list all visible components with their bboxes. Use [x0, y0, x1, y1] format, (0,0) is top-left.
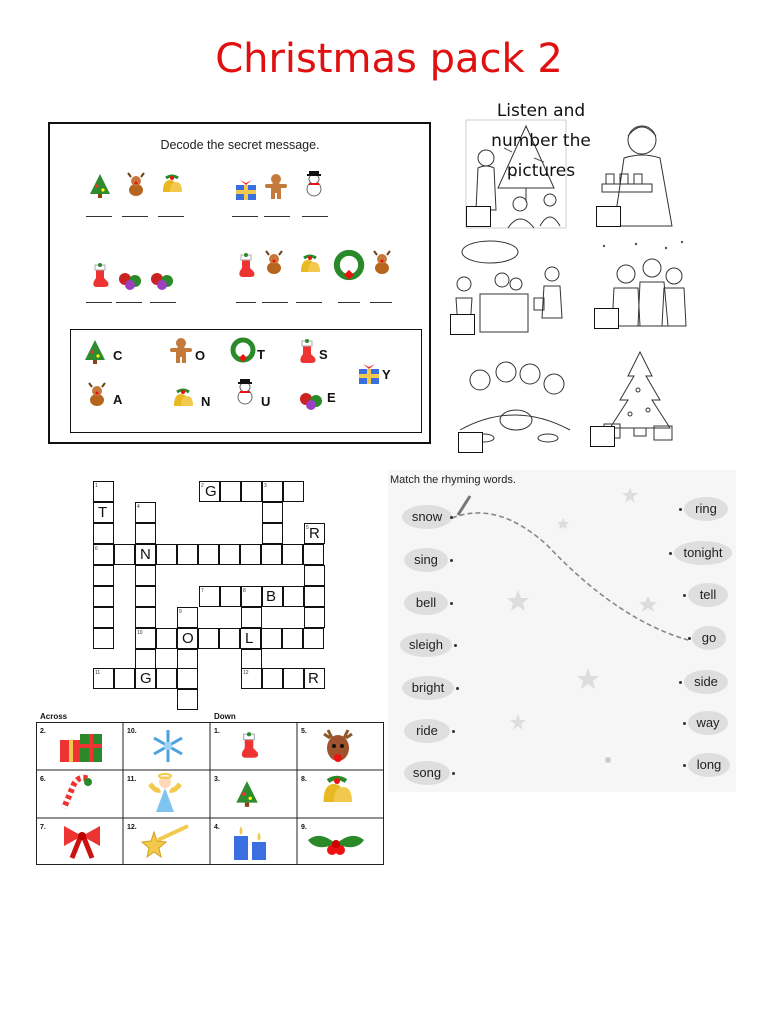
- rhyme-dot[interactable]: [450, 559, 453, 562]
- clue-number: 5: [306, 525, 309, 531]
- candy-cane-icon: [60, 774, 100, 814]
- wreath-icon: [229, 336, 257, 364]
- clue-number: 4: [137, 504, 140, 510]
- reindeer-icon: [83, 382, 111, 410]
- key-letter: T: [257, 347, 265, 362]
- crossword-letter: L: [245, 630, 254, 647]
- crossword-cell[interactable]: [156, 668, 177, 689]
- bow-icon: [60, 822, 104, 860]
- clue-num: 10.: [127, 728, 137, 735]
- clue-num: 8.: [301, 776, 307, 783]
- gift-icon: [355, 360, 383, 388]
- bells-icon: [316, 772, 358, 814]
- reindeer-icon: [320, 726, 356, 766]
- crossword-cell[interactable]: [303, 628, 324, 649]
- bells-icon: [296, 252, 324, 280]
- across-label: Across: [40, 712, 68, 721]
- crossword-cell[interactable]: [283, 668, 304, 689]
- crossword-cell[interactable]: [241, 607, 262, 628]
- crossword-cell[interactable]: [219, 544, 240, 565]
- rhyme-word-right[interactable]: ring: [684, 497, 728, 521]
- crossword-cell[interactable]: [220, 481, 241, 502]
- clue-num: 7.: [40, 824, 46, 831]
- rhyme-dot[interactable]: [683, 722, 686, 725]
- rhyme-word-left[interactable]: bright: [402, 676, 454, 700]
- crossword-cell[interactable]: [262, 523, 283, 544]
- rhyme-word-right[interactable]: tell: [688, 583, 728, 607]
- answer-box[interactable]: [450, 314, 475, 335]
- crossword-cell[interactable]: [241, 649, 262, 670]
- crossword-cell[interactable]: [93, 523, 114, 544]
- crossword-cell[interactable]: [177, 649, 198, 670]
- clue-num: 1.: [214, 728, 220, 735]
- crossword-cell[interactable]: [114, 544, 135, 565]
- clue-number: 10: [137, 630, 143, 636]
- ornaments-icon: [297, 384, 325, 412]
- crossword-cell[interactable]: [135, 586, 156, 607]
- crossword-cell[interactable]: [177, 668, 198, 689]
- clue-number: 6: [95, 546, 98, 552]
- crossword-cell[interactable]: [135, 649, 156, 670]
- key-letter: O: [195, 348, 206, 363]
- angel-icon: [146, 772, 184, 814]
- crossword-cell[interactable]: [93, 607, 114, 628]
- crossword-cell[interactable]: [114, 668, 135, 689]
- rhyme-dot[interactable]: [679, 508, 682, 511]
- answer-box[interactable]: [596, 206, 621, 227]
- rhyme-word-left[interactable]: ride: [404, 719, 450, 743]
- stocking-icon: [86, 262, 114, 290]
- down-label: Down: [214, 712, 236, 721]
- bells-icon: [169, 386, 197, 414]
- crossword-cell[interactable]: [303, 544, 324, 565]
- rhyme-dot[interactable]: [454, 644, 457, 647]
- rhyme-dot[interactable]: [683, 594, 686, 597]
- snowman-icon: [231, 378, 259, 406]
- rhyme-dot[interactable]: [452, 772, 455, 775]
- rhyme-dot[interactable]: [452, 730, 455, 733]
- crossword-cell[interactable]: [261, 544, 282, 565]
- bells-icon: [158, 172, 186, 200]
- crossword-cell[interactable]: [282, 628, 303, 649]
- crossword-cell[interactable]: [283, 481, 304, 502]
- gift-icon: [232, 176, 260, 204]
- crossword-letter: N: [140, 546, 151, 563]
- crossword-letter: G: [140, 670, 152, 687]
- decode-panel: [48, 122, 431, 444]
- crossword-cell[interactable]: [198, 628, 219, 649]
- rhyme-dot[interactable]: [456, 687, 459, 690]
- christmas-tree-icon: [81, 338, 109, 366]
- decode-title: Decode the secret message.: [160, 138, 320, 152]
- clue-num: 2.: [40, 728, 46, 735]
- christmas-tree-icon: [86, 172, 114, 200]
- reindeer-icon: [260, 250, 288, 278]
- clue-num: 3.: [214, 776, 220, 783]
- christmas-tree-icon: [232, 774, 262, 814]
- key-letter: N: [201, 394, 211, 409]
- rhyme-dot[interactable]: [679, 681, 682, 684]
- crossword-cell[interactable]: [156, 628, 177, 649]
- rhyme-dot[interactable]: [669, 552, 672, 555]
- clue-num: 5.: [301, 728, 307, 735]
- key-letter: A: [113, 392, 123, 407]
- key-letter: E: [327, 390, 336, 405]
- key-letter: U: [261, 394, 271, 409]
- crossword-cell[interactable]: [135, 523, 156, 544]
- crossword-cell[interactable]: [135, 607, 156, 628]
- clue-number: 11: [95, 670, 101, 676]
- crossword-cell[interactable]: [262, 668, 283, 689]
- gingerbread-man-icon: [167, 336, 195, 364]
- rhyme-word-left[interactable]: sleigh: [400, 633, 452, 657]
- crossword-cell[interactable]: [261, 628, 282, 649]
- crossword-cell[interactable]: [241, 481, 262, 502]
- rhyme-dot[interactable]: [688, 637, 691, 640]
- stocking-icon: [232, 252, 260, 280]
- crossword-letter: T: [98, 504, 108, 521]
- rhyme-dot[interactable]: [450, 602, 453, 605]
- wreath-icon: [332, 248, 366, 282]
- crossword-cell[interactable]: [198, 544, 219, 565]
- crossword-letter: R: [308, 670, 319, 687]
- ornaments-icon: [116, 264, 144, 292]
- candles-icon: [230, 822, 270, 862]
- crossword-cell[interactable]: [93, 586, 114, 607]
- crossword-cell[interactable]: [240, 544, 261, 565]
- crossword-cell[interactable]: [219, 628, 240, 649]
- crossword-letter: O: [182, 630, 194, 647]
- listen-instruction: Listen and number the pictures: [491, 101, 591, 181]
- stocking-icon: [293, 338, 321, 366]
- clue-number: 3: [264, 483, 267, 489]
- rhyme-word-left[interactable]: song: [404, 761, 450, 785]
- rhyme-dot[interactable]: [683, 764, 686, 767]
- crossword-cell[interactable]: [93, 628, 114, 649]
- clue-num: 12.: [127, 824, 137, 831]
- clue-num: 6.: [40, 776, 46, 783]
- rhyme-word-right[interactable]: long: [688, 753, 730, 777]
- crossword-cell[interactable]: [304, 607, 325, 628]
- snowman-icon: [300, 170, 328, 198]
- key-letter: Y: [382, 367, 391, 382]
- clue-num: 9.: [301, 824, 307, 831]
- crossword-cell[interactable]: [177, 689, 198, 710]
- crossword-letter: G: [205, 483, 217, 500]
- crossword-cell[interactable]: [156, 544, 177, 565]
- crossword-cell[interactable]: [304, 565, 325, 586]
- clue-number: 2: [201, 483, 204, 489]
- crossword-cell[interactable]: [135, 565, 156, 586]
- rhyme-word-right[interactable]: go: [692, 626, 726, 650]
- decode-key: [70, 329, 422, 433]
- holly-icon: [306, 822, 366, 862]
- shooting-star-icon: [140, 822, 190, 862]
- answer-box[interactable]: [594, 308, 619, 329]
- page-title: Christmas pack 2: [215, 36, 563, 82]
- key-letter: C: [113, 348, 123, 363]
- crossword-cell[interactable]: [304, 586, 325, 607]
- rhyme-word-right[interactable]: way: [688, 711, 728, 735]
- clue-num: 4.: [214, 824, 220, 831]
- clue-number: 12: [243, 670, 249, 676]
- presents-icon: [58, 728, 104, 764]
- crossword-cell[interactable]: [177, 544, 198, 565]
- rhyme-word-left[interactable]: bell: [404, 591, 448, 615]
- crossword-cell[interactable]: [262, 502, 283, 523]
- snowflake-icon: [150, 728, 186, 764]
- reindeer-icon: [368, 250, 396, 278]
- crossword-letter: B: [266, 588, 277, 605]
- key-letter: S: [319, 347, 328, 362]
- clue-number: 7: [201, 588, 204, 594]
- rhyme-word-left[interactable]: sing: [404, 548, 448, 572]
- crossword-letter: R: [309, 525, 320, 542]
- clue-num: 11.: [127, 776, 137, 783]
- clue-number: 8: [243, 588, 246, 594]
- rhyme-word-left[interactable]: snow: [402, 505, 452, 529]
- gingerbread-man-icon: [262, 172, 290, 200]
- rhyme-dot[interactable]: [450, 516, 453, 519]
- crossword-cell[interactable]: [220, 586, 241, 607]
- ornaments-icon: [148, 264, 176, 292]
- rhyming-title: Match the rhyming words.: [390, 474, 516, 486]
- clue-number: 1: [95, 483, 98, 489]
- clue-number: 9: [179, 609, 182, 615]
- reindeer-icon: [122, 172, 150, 200]
- crossword-cell[interactable]: [283, 586, 304, 607]
- rhyme-word-right[interactable]: tonight: [674, 541, 732, 565]
- stocking-icon: [234, 726, 264, 766]
- answer-box[interactable]: [458, 432, 483, 453]
- crossword-cell[interactable]: [93, 565, 114, 586]
- crossword-cell[interactable]: [282, 544, 303, 565]
- rhyme-word-right[interactable]: side: [684, 670, 728, 694]
- answer-box[interactable]: [590, 426, 615, 447]
- answer-box[interactable]: [466, 206, 491, 227]
